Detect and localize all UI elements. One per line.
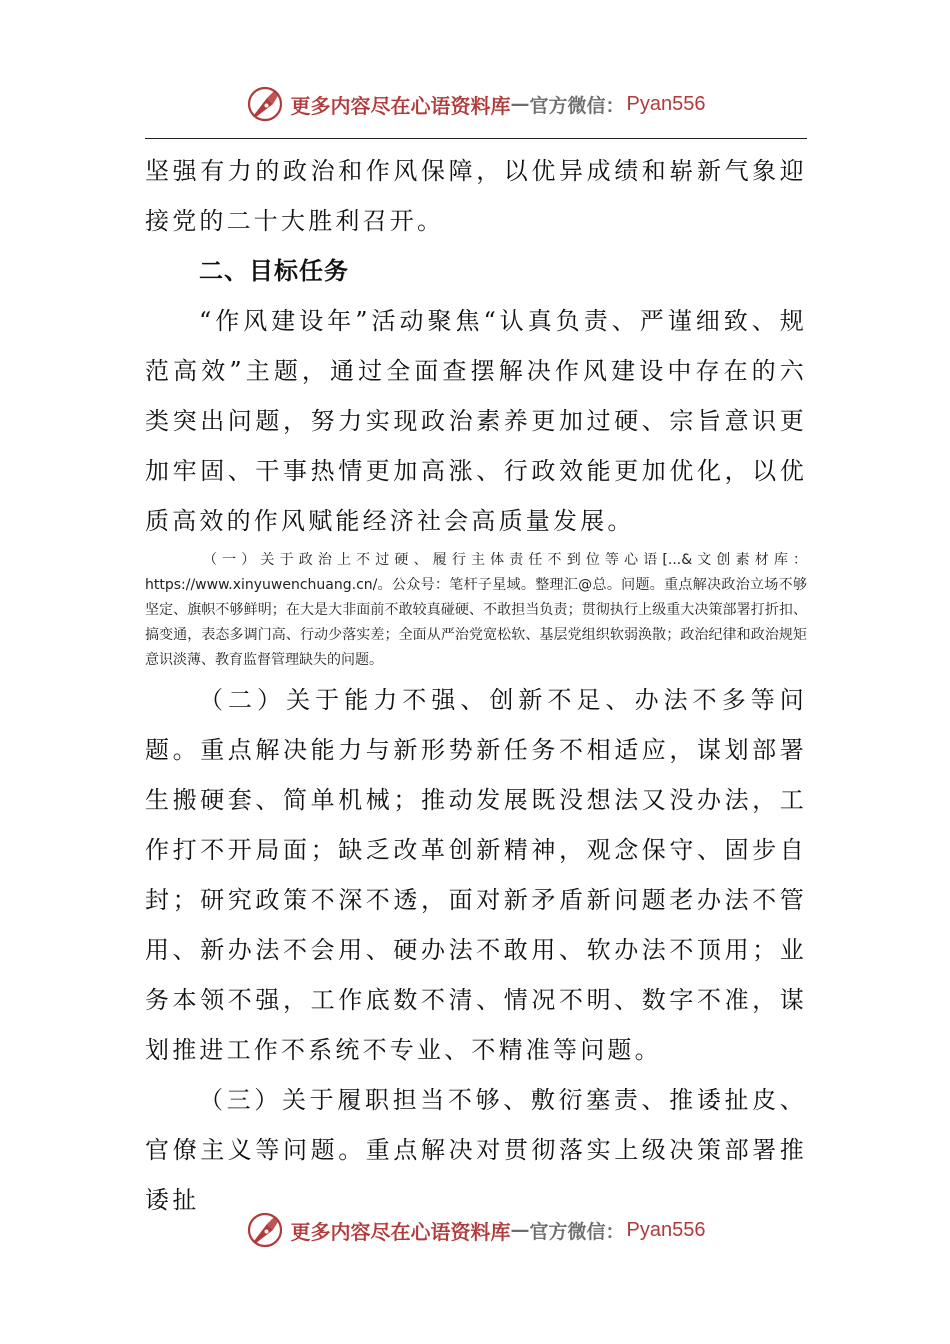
header-divider xyxy=(145,138,807,139)
paragraph-note-small: （一）关于政治上不过硬、履行主体责任不到位等心语[...&文创素材库：https://www.xinyuwenchuang.cn/。公众号：笔杆子星域。整理汇@总。问题。重点解决政治立场不够坚定、旗帜不够鲜明；在大是大非面前不敢较真碰硬、不敢担当负责；贯彻执行上级重大决策部署打折扣、搞变通，表态多调门高、行动少落实差；全面从严治党宽松软、基层党组织软弱涣散；政治纪律和政治规矩意识淡薄、教育监督管理缺失的问题。 xyxy=(145,552,807,668)
footer-banner-wechat-id: Pyan556 xyxy=(626,1218,706,1241)
paragraph-continuation: 坚强有力的政治和作风保障，以优异成绩和崭新气象迎接党的二十大胜利召开。 xyxy=(145,157,807,235)
banner-wechat-id: Pyan556 xyxy=(626,92,706,115)
banner-title: 更多内容尽在心语资料库 xyxy=(290,93,511,118)
paragraph-item-2: （二）关于能力不强、创新不足、办法不多等问题。重点解决能力与新形势新任务不相适应，谋划部署生搬硬套、简单机械；推动发展既没想法又没办法，工作打不开局面；缺乏改革创新精神，观念保守、固步自封；研究政策不深不透，面对新矛盾新问题老办法不管用、新办法不会用、硬办法不敢用、软办法不顶用；业务本领不强，工作底数不清、情况不明、数字不准，谋划推进工作不系统不专业、不精准等问题。 xyxy=(145,686,807,1064)
footer-banner-wechat-label: 官方微信： xyxy=(529,1220,625,1243)
banner-dash: — xyxy=(510,93,530,115)
paragraph-goals: “作风建设年”活动聚焦“认真负责、严谨细致、规范高效”主题，通过全面查摆解决作风建设中存在的六类突出问题，努力实现政治素养更加过硬、宗旨意识更加牢固、干事热情更加高涨、行政效能更加优化，以优质高效的作风赋能经济社会高质量发展。 xyxy=(145,307,807,535)
footer-banner-title: 更多内容尽在心语资料库 xyxy=(290,1219,511,1244)
paragraph-item-3: （三）关于履职担当不够、敷衍塞责、推诿扯皮、官僚主义等问题。重点解决对贯彻落实上级决策部署推诿扯 xyxy=(145,1086,807,1214)
pen-nib-logo-icon xyxy=(245,84,285,124)
header-banner xyxy=(0,82,950,126)
footer-banner xyxy=(0,1208,950,1252)
document-body xyxy=(145,146,807,1225)
pen-nib-logo-icon xyxy=(245,1210,285,1250)
footer-banner-dash: — xyxy=(510,1219,530,1241)
banner-wechat-label: 官方微信： xyxy=(529,94,625,117)
section-heading: 二、目标任务 xyxy=(199,257,349,285)
